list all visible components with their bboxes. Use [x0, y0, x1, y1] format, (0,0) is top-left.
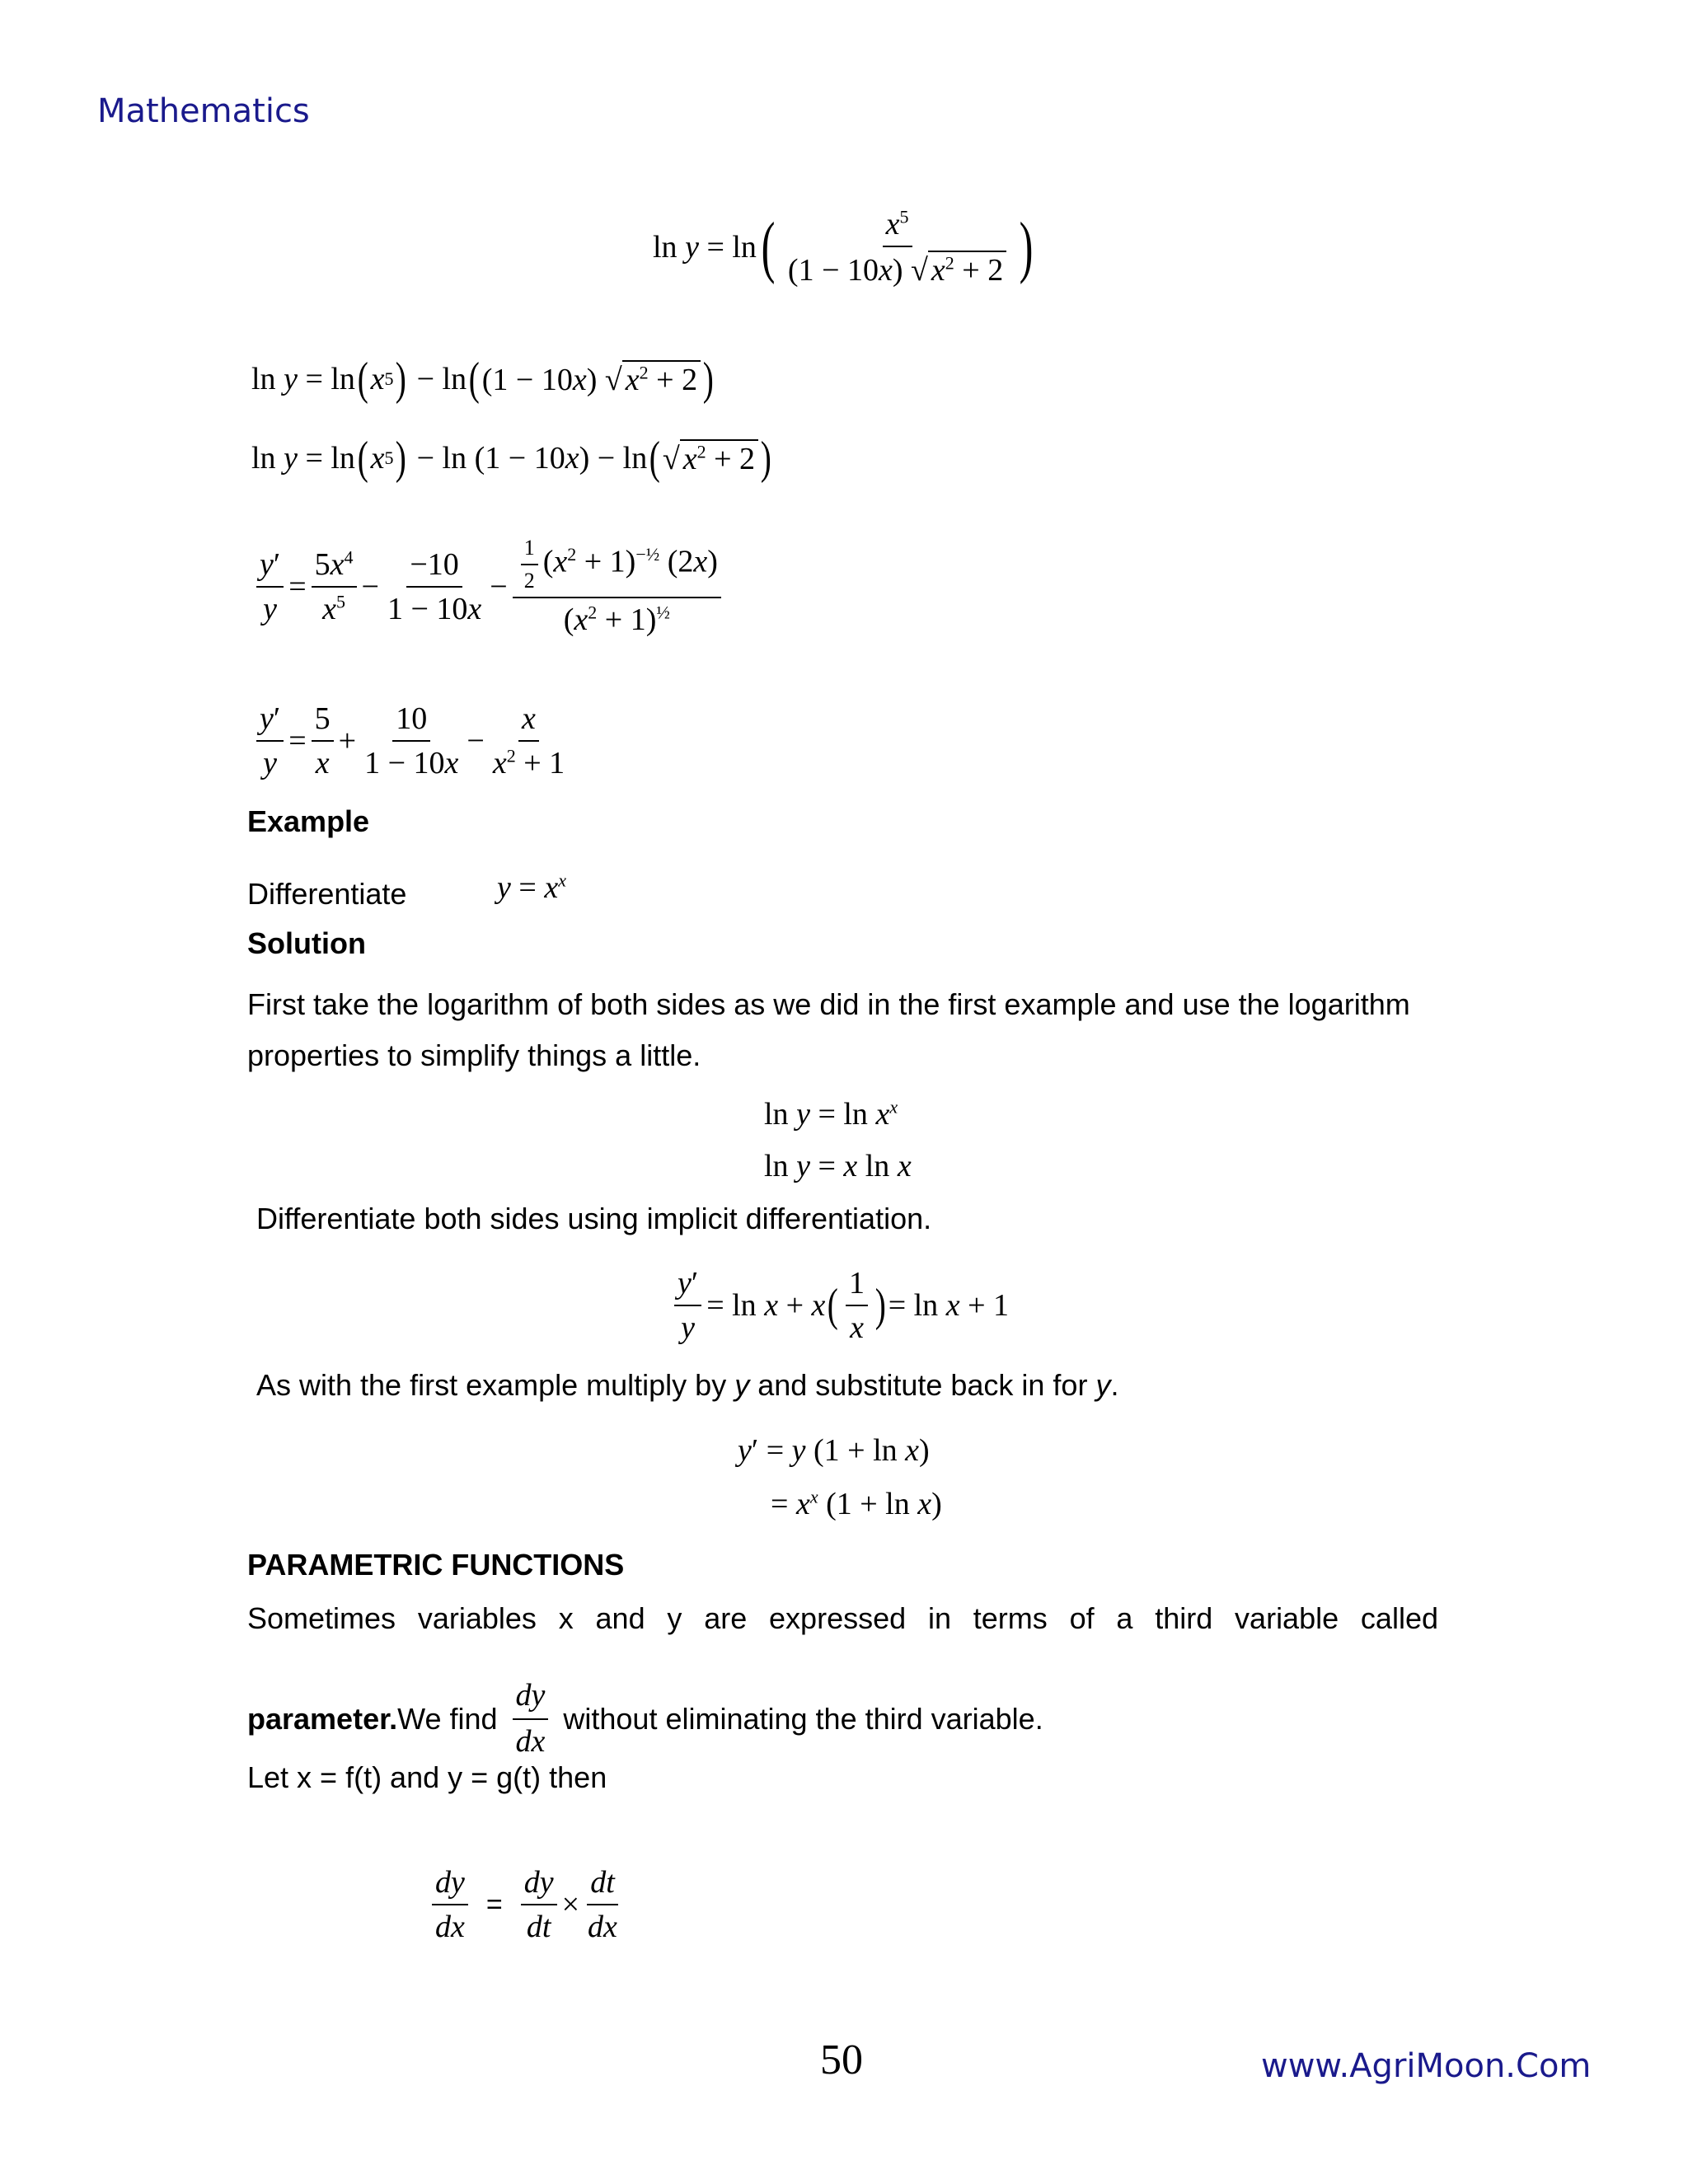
equation-chain-rule: $\frac{dy}{dx}$ = $\frac{dy}{dt}$ × $\frac{dt}{dx}$ [427, 1864, 626, 1945]
differentiate-label: Differentiate [247, 877, 407, 911]
equation-ln-xx: $\ln y = \ln x^x$ [764, 1096, 898, 1132]
paragraph-parameter [247, 1677, 1043, 1760]
without-text: without eliminating the third variable. [563, 1702, 1043, 1736]
equation-derivative-1: $\frac{y'}{y}$ = $\frac{5x^4}{x^5}$ − $\frac{-10}{1 - 10x}$ − $\frac{1}{2}$ $(x^2 + 1)^{-\frac{1}{2}}$ (2x) $(x^2 + 1)^{\frac{1}{2}}$ [251, 536, 726, 638]
equation-y-x-to-x: $y = x^x$ [497, 869, 566, 905]
equation-ln-y: ln y = ln ( $x^5$ (1 − 10x) √ $x^2 + 2$ ) [653, 206, 1034, 288]
equation-x-ln-x: ln y = x ln x [764, 1149, 912, 1183]
paragraph-diff-both: Differentiate both sides using implicit differentiation. [256, 1202, 932, 1235]
dy-dx-inline: $\frac{dy}{dx}$ [508, 1677, 554, 1760]
paragraph-let: Let x = f(t) and y = g(t) then [247, 1760, 607, 1794]
example-heading: Example [247, 804, 370, 838]
parameter-word: parameter. [247, 1702, 398, 1736]
equation-y-prime-result: = $x^x$ (1 + ln x) [771, 1486, 942, 1521]
equation-y-prime: y′ = y (1 + ln x) [738, 1433, 930, 1468]
equation-implicit-derivative: $\frac{y'}{y}$ = ln x + x ( $\frac{1}{x}$ ) = ln x + 1 [669, 1265, 1009, 1346]
equation-ln-expansion-1: ln y = ln ( x 5 ) − ln ( (1 − 10x) √ $x^2 + 2$ ) [251, 354, 714, 405]
parametric-heading: PARAMETRIC FUNCTIONS [247, 1548, 625, 1582]
paragraph-sometimes: Sometimes variables x and y are expressed in terms of a third variable called [247, 1601, 1438, 1635]
website-link[interactable]: www.AgriMoon.Com [1261, 2047, 1592, 2085]
equation-ln-expansion-2: ln y = ln ( x 5 ) − ln (1 − 10x) − ln ( √ $x^2 + 2$ ) [251, 433, 771, 484]
page-header: Mathematics [97, 92, 310, 130]
paragraph-first-take: First take the logarithm of both sides as we did in the first example and use the logarithm properties to simplify things a little. [247, 987, 1410, 1072]
page-number: 50 [820, 2036, 863, 2083]
equation-derivative-2: $\frac{y'}{y}$ = $\frac{5}{x}$ + $\frac{10}{1 - 10x}$ − $\frac{x}{x^2 + 1}$ [251, 701, 573, 781]
we-find-text: We find [397, 1702, 498, 1736]
italic-y: y [734, 1368, 750, 1402]
italic-y: y [1095, 1368, 1111, 1402]
paragraph-multiply: As with the first example multiply by y and substitute back in for y. [256, 1368, 1119, 1402]
solution-heading: Solution [247, 926, 366, 960]
